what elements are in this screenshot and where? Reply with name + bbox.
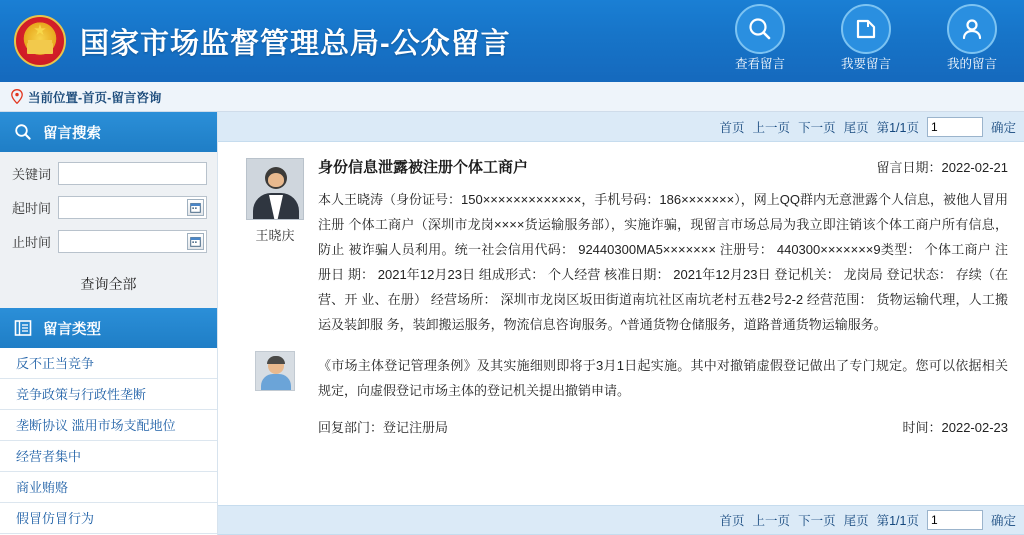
category-list	[0, 348, 217, 534]
reply-footer	[232, 417, 1008, 436]
category-panel-header	[0, 308, 217, 348]
message-body-line: 业、在册） 经营场所： 深圳市龙岗区坂田街道南坑社区南坑老村五巷2号2-2 经营范围： 货物运输代理，人工搬运及装卸服	[318, 292, 1008, 332]
header-actions	[716, 4, 1016, 72]
pager-last-link[interactable]: 尾页	[843, 120, 869, 135]
pager-bottom	[218, 505, 1024, 535]
search-form	[0, 152, 217, 268]
message-date-label: 留言日期：	[876, 160, 942, 175]
location-pin-icon	[10, 89, 24, 105]
keyword-input-wrap[interactable]	[58, 162, 207, 185]
pager-first-link[interactable]: 首页	[719, 514, 745, 528]
reply-department	[318, 417, 448, 436]
message-block	[232, 156, 1008, 337]
reply-department-label: 回复部门：	[318, 420, 384, 435]
message-body-line: 个体工商户（深圳市龙岗××××货运输服务部），实施诈骗，现留言市场总局为我立即注销该个体工商户所有信息，防止	[318, 217, 1008, 257]
pager-next-link[interactable]: 下一页	[798, 120, 836, 135]
breadcrumb-text: 当前位置-首页-留言咨询	[28, 90, 162, 105]
reply-time	[902, 417, 1008, 436]
header-action-my-messages[interactable]	[928, 4, 1016, 72]
sidebar-item-counterfeiting[interactable]: 假冒仿冒行为	[0, 503, 217, 534]
pager-page-input[interactable]	[927, 510, 983, 530]
pager-top	[218, 112, 1024, 142]
message-author-column	[232, 156, 318, 337]
message-title-row	[318, 156, 1008, 177]
header-action-compose-message[interactable]	[822, 4, 910, 72]
calendar-icon[interactable]	[187, 233, 204, 250]
national-emblem-icon	[14, 15, 66, 67]
message-author-name: 王晓庆	[255, 228, 295, 243]
sidebar	[0, 112, 218, 535]
page-layout	[0, 112, 1024, 535]
reply-block	[232, 351, 1008, 403]
reply-time-value: 2022-02-23	[941, 420, 1008, 435]
sidebar-item-commercial-bribery[interactable]: 商业贿赂	[0, 472, 217, 503]
site-header	[0, 0, 1024, 82]
message-body-line: 被诈骗人员利用。统一社会信用代码： 92440300MA5××××××× 注册号： 440300×××××××9类型： 个体工商户 注册日	[318, 242, 1008, 282]
page-title: 身份信息泄露被注册个体工商户	[318, 159, 529, 176]
message-body	[318, 187, 1008, 337]
pager-prev-link[interactable]: 上一页	[752, 120, 791, 135]
message-column	[318, 156, 1008, 337]
pager-next-link[interactable]: 下一页	[798, 514, 836, 528]
end-date-field-row	[6, 230, 207, 253]
end-date-input[interactable]	[59, 231, 187, 252]
pager-page-info: 第1/1页	[876, 120, 919, 135]
message-detail	[218, 142, 1024, 505]
end-date-label: 止时间	[12, 235, 52, 250]
header-action-label: 我的留言	[946, 57, 997, 71]
officer-avatar-icon	[255, 351, 295, 391]
keyword-input[interactable]	[59, 163, 206, 184]
search-icon	[12, 121, 34, 143]
reply-time-label: 时间：	[902, 420, 942, 435]
sidebar-item-operator-concentration[interactable]: 经营者集中	[0, 441, 217, 472]
start-date-input[interactable]	[59, 197, 187, 218]
pager-confirm-button[interactable]: 确定	[990, 514, 1016, 528]
search-panel-header	[0, 112, 217, 152]
end-date-input-wrap[interactable]	[58, 230, 207, 253]
breadcrumb	[0, 82, 1024, 112]
message-body-line: 务，装卸搬运服务，物流信息咨询服务。^普通货物仓储服务，道路普通货物运输服务。	[386, 317, 887, 332]
calendar-icon[interactable]	[187, 199, 204, 216]
reply-text: 《市场主体登记管理条例》及其实施细则即将于3月1日起实施。其中对撤销虚假登记做出了专门规定。您可以依据相关规定，向虚假登记市场主体的登记机关提出撤销申请。	[318, 358, 1008, 398]
header-action-label: 我要留言	[840, 57, 891, 71]
message-date	[876, 157, 1008, 176]
list-icon	[12, 317, 34, 339]
pager-page-info: 第1/1页	[876, 514, 919, 528]
pager-page-input[interactable]	[927, 117, 983, 137]
category-panel-title: 留言类型	[43, 321, 101, 338]
compose-icon	[841, 4, 891, 54]
user-icon	[947, 4, 997, 54]
keyword-field-row	[6, 162, 207, 185]
message-date-value: 2022-02-21	[941, 160, 1008, 175]
sidebar-item-monopoly-agreement[interactable]: 垄断协议 滥用市场支配地位	[0, 410, 217, 441]
search-all-button[interactable]: 查询全部	[0, 268, 217, 308]
site-title: 国家市场监督管理总局-公众留言	[80, 27, 511, 60]
message-body-line: 期： 2021年12月23日 组成形式： 个人经营 核准日期： 2021年12月23日 登记机关： 龙岗局 登记状态： 存续（在营、开	[318, 267, 1008, 307]
pager-prev-link[interactable]: 上一页	[752, 514, 791, 528]
pager-last-link[interactable]: 尾页	[843, 514, 869, 528]
main-content	[218, 112, 1024, 535]
message-body-line: 本人王晓涛（身份证号：150×××××××××××××，手机号码：186×××××××），网上QQ群内无意泄露个人信息，被他人冒用注册	[318, 192, 1008, 232]
start-date-field-row	[6, 196, 207, 219]
reply-department-value: 登记注册局	[383, 420, 449, 435]
sidebar-item-unfair-competition[interactable]: 反不正当竞争	[0, 348, 217, 379]
start-date-label: 起时间	[12, 201, 52, 216]
reply-avatar-column	[232, 351, 318, 403]
keyword-label: 关键词	[12, 167, 52, 182]
search-icon	[735, 4, 785, 54]
search-panel-title: 留言搜索	[43, 125, 101, 142]
header-action-label: 查看留言	[734, 57, 785, 71]
sidebar-item-competition-policy[interactable]: 竞争政策与行政性垄断	[0, 379, 217, 410]
pager-first-link[interactable]: 首页	[719, 120, 745, 135]
pager-confirm-button[interactable]: 确定	[990, 120, 1016, 135]
user-avatar-icon	[246, 158, 304, 220]
header-action-view-messages[interactable]	[716, 4, 804, 72]
start-date-input-wrap[interactable]	[58, 196, 207, 219]
